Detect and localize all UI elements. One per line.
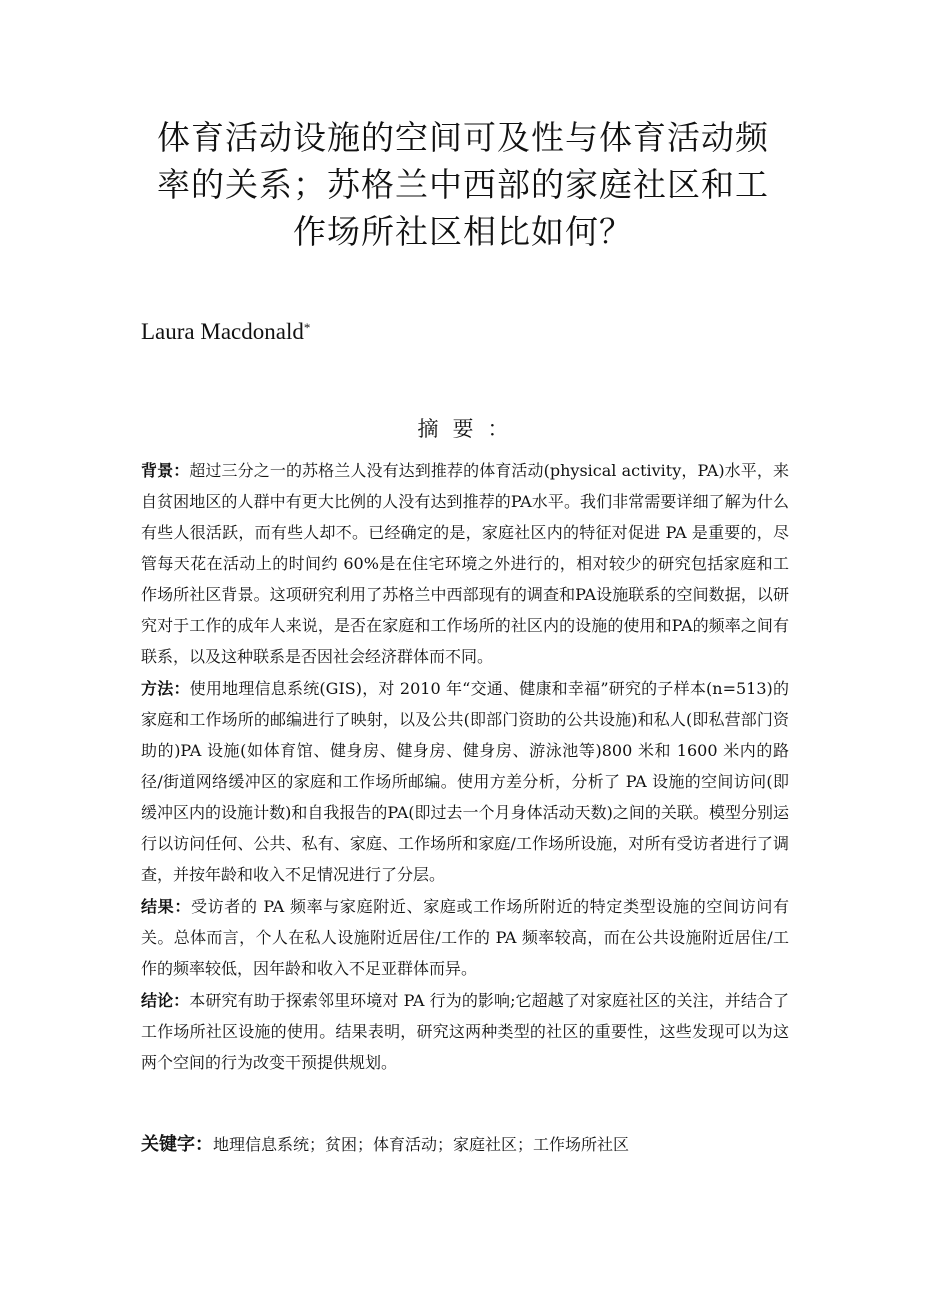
- abstract-heading: 摘要：: [417, 417, 523, 441]
- methods-text: 使用地理信息系统(GIS)，对 2010 年“交通、健康和幸福”研究的子样本(n=513)的家庭和工作场所的邮编进行了映射，以及公共(即部门资助的公共设施)和私人(即私营部门资助的)PA 设施(如体育馆、健身房、健身房、健身房、游泳池等)800 米和 1600 米内的路径/街道网络缓冲区的家庭和工作场所邮编。使用方差分析，分析了 PA 设施的空间访问(即缓冲区内的设施计数)和自我报告的PA(即过去一个月身体活动天数)之间的关联。模型分别运行以访问任何、公共、私有、家庭、工作场所和家庭/工作场所设施，对所有受访者进行了调查，并按年龄和收入不足情况进行了分层。: [141, 679, 789, 884]
- results-label: 结果：: [141, 897, 191, 916]
- abstract-conclusion: [141, 985, 789, 1078]
- keywords-text: 地理信息系统；贫困；体育活动；家庭社区；工作场所社区: [213, 1135, 630, 1154]
- abstract-background: [141, 455, 789, 672]
- keywords: [141, 1130, 801, 1160]
- conclusion-label: 结论：: [141, 991, 190, 1010]
- abstract-methods: [141, 673, 789, 890]
- keywords-label: 关键字：: [141, 1134, 213, 1155]
- abstract-results: [141, 891, 789, 984]
- author-name: Laura Macdonald: [141, 319, 304, 344]
- paper-title: [130, 114, 796, 255]
- author-marker: *: [303, 320, 311, 335]
- background-label: 背景：: [141, 461, 190, 480]
- title-line-1: 体育活动设施的空间可及性与体育活动频: [157, 118, 769, 157]
- background-text: 超过三分之一的苏格兰人没有达到推荐的体育活动(physical activity，PA)水平，来自贫困地区的人群中有更大比例的人没有达到推荐的PA水平。我们非常需要详细了解为什么有些人很活跃，而有些人却不。已经确定的是，家庭社区内的特征对促进 PA 是重要的，尽管每天花在活动上的时间约 60%是在住宅环境之外进行的，相对较少的研究包括家庭和工作场所社区背景。这项研究利用了苏格兰中西部现有的调查和PA设施联系的空间数据，以研究对于工作的成年人来说，是否在家庭和工作场所的社区内的设施的使用和PA的频率之间有联系，以及这种联系是否因社会经济群体而不同。: [141, 461, 789, 666]
- conclusion-text: 本研究有助于探索邻里环境对 PA 行为的影响;它超越了对家庭社区的关注，并结合了工作场所社区设施的使用。结果表明，研究这两种类型的社区的重要性，这些发现可以为这两个空间的行为改变干预提供规划。: [141, 991, 789, 1072]
- title-line-3: 作场所社区相比如何？: [293, 212, 633, 251]
- results-text: 受访者的 PA 频率与家庭附近、家庭或工作场所附近的特定类型设施的空间访问有关。总体而言，个人在私人设施附近居住/工作的 PA 频率较高，而在公共设施附近居住/工作的频率较低，因年龄和收入不足亚群体而异。: [141, 897, 789, 978]
- title-line-2: 率的关系；苏格兰中西部的家庭社区和工: [157, 165, 769, 204]
- author-line: [141, 318, 310, 346]
- methods-label: 方法：: [141, 679, 190, 698]
- abstract-body: [141, 455, 789, 1079]
